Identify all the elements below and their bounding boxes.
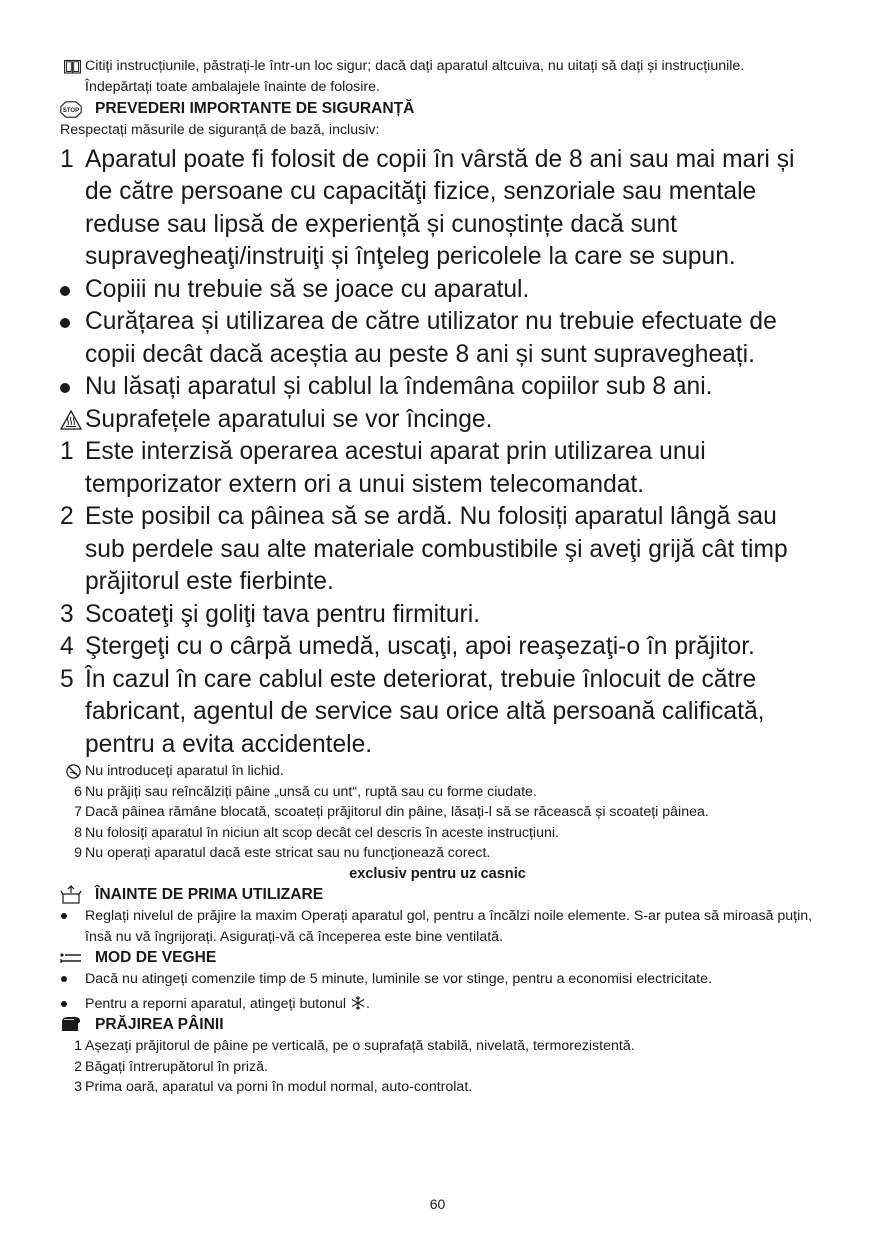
standby-heading: MOD DE VEGHE — [95, 949, 217, 966]
list-item: 3 Prima oară, aparatul va porni în modul normal, auto-controlat. — [60, 1077, 815, 1098]
bullet-icon — [60, 906, 85, 919]
small-item: 6 Nu prăjiți sau reîncălziți pâine „unsă cu unt“, ruptă sau cu forme ciudate. — [60, 782, 815, 803]
restart-text: Pentru a reporni aparatul, atingeți butonul — [85, 995, 347, 1012]
svg-text:STOP: STOP — [62, 108, 80, 114]
read-instructions-row — [60, 56, 815, 97]
large-item: 5 În cazul în care cablul este deteriorat, trebuie înlocuit de către fabricant, agentul de service sau orice altă persoană calificată, pentru a evita accidentele. — [60, 665, 765, 758]
bullet-icon — [60, 371, 85, 393]
item-number: 4 — [60, 633, 74, 660]
safety-heading: PREVEDERI IMPORTANTE DE SIGURANȚĂ — [95, 100, 415, 117]
standby-icon — [60, 947, 95, 964]
read-instructions-text: Citiți instrucțiunile, păstrați-le într-un loc sigur; dacă dați aparatul altcuiva, nu uitați să dați și instrucțiunile. Îndepărtați toate ambalajele înainte de folosire. — [85, 58, 745, 95]
item-number: 1 — [74, 1038, 82, 1054]
small-item: 8 Nu folosiți aparatul în niciun alt scop decât cel descris în aceste instrucțiuni. — [60, 823, 815, 844]
bullet-icon — [60, 306, 85, 328]
before-first-use-heading-row — [60, 884, 815, 906]
manual-page — [60, 56, 815, 1098]
list-item: 1 Așezați prăjitorul de pâine pe verticală, pe o suprafață stabilă, nivelată, termorezistentă. — [60, 1036, 815, 1057]
item-number: 5 — [60, 665, 74, 693]
item-number: 3 — [60, 600, 74, 628]
item-number: 2 — [74, 1058, 82, 1075]
small-safety-list — [60, 761, 815, 864]
large-item: 2 Este posibil ca pâinea să se ardă. Nu folosiți aparatul lângă sau sub perdele sau alte materiale combustibile şi aveţi grijă cât timp prăjitorul este fierbinte. — [60, 503, 788, 595]
household-note: exclusiv pentru uz casnic — [349, 865, 526, 882]
safety-subtext: Respectați măsurile de siguranță de bază, inclusiv: — [60, 122, 380, 138]
standby-heading-row — [60, 947, 815, 969]
book-icon — [60, 56, 85, 74]
item-number: 1 — [60, 145, 74, 173]
toast-icon — [60, 1014, 95, 1032]
hot-surface-icon — [60, 404, 85, 430]
item-number: 9 — [74, 845, 82, 861]
small-item: 7 Dacă pâinea rămâne blocată, scoateți prăjitorul din pâine, lăsați-l să se răcească și scoateți pâinea. — [60, 802, 815, 823]
large-safety-list — [60, 144, 815, 762]
unpack-box-icon — [60, 884, 95, 904]
small-item: 9 Nu operați aparatul dacă este stricat sau nu funcționează corect. — [60, 843, 815, 864]
large-item: 3 Scoateţi şi goliţi tava pentru firmituri. — [60, 599, 815, 632]
large-item: 4 Ştergeţi cu o cârpă umedă, uscaţi, apoi reaşezaţi-o în prăjitor. — [60, 631, 815, 664]
item-number: 6 — [74, 783, 82, 800]
item-number: 8 — [74, 824, 82, 841]
large-item: 1 Aparatul poate fi folosit de copii în vârstă de 8 ani sau mai mari și de către persoane cu capacităţi fizice, senzoriale sau mentale reduse sau lipsă de experiență și cunoștințe dacă sunt supravegheaţi/instruiţi și înţeleg pericolele la care se supun. — [60, 145, 795, 270]
list-item: 2 Băgați întrerupătorul în priză. — [60, 1057, 815, 1078]
list-item: Pentru a reporni aparatul, atingeți butonul . — [60, 994, 815, 1015]
snowflake-defrost-icon — [350, 995, 366, 1011]
small-item: Nu introduceți aparatul în lichid. — [60, 761, 815, 782]
large-item: 1 Este interzisă operarea acestui aparat prin utilizarea unui temporizator extern ori a unui sistem telecomandat. — [60, 438, 706, 498]
list-item: Dacă nu atingeți comenzile timp de 5 minute, luminile se vor stinge, pentru a economisi electricitate. — [60, 969, 815, 990]
toasting-heading-row — [60, 1014, 815, 1036]
stop-icon — [60, 98, 95, 118]
page-number: 60 — [429, 1196, 446, 1212]
toasting-heading: PRĂJIREA PÂINII — [95, 1016, 224, 1033]
no-liquid-icon — [60, 761, 85, 779]
bullet-icon — [60, 969, 85, 982]
bullet-icon — [60, 274, 85, 296]
before-first-use-heading: ÎNAINTE DE PRIMA UTILIZARE — [95, 886, 324, 903]
large-item: Copiii nu trebuie să se joace cu aparatul. — [60, 274, 815, 307]
large-item: Curățarea și utilizarea de către utilizator nu trebuie efectuate de copii decât dacă aceștia au peste 8 ani și sunt supravegheați. — [60, 306, 815, 371]
item-number: 1 — [60, 438, 74, 465]
item-number: 3 — [74, 1079, 82, 1095]
item-number: 7 — [74, 804, 82, 820]
list-item: Reglați nivelul de prăjire la maxim Operați aparatul gol, pentru a încălzi noile elemente. S-ar putea să miroasă puțin, însă nu vă îngrijorați. Asigurați-vă că începerea este bine ventilată. — [60, 906, 815, 947]
large-item: Nu lăsați aparatul și cablul la îndemâna copiilor sub 8 ani. — [60, 371, 815, 404]
item-number: 2 — [60, 503, 74, 530]
large-item: Suprafețele aparatului se vor încinge. — [60, 404, 815, 437]
safety-heading-row — [60, 98, 815, 120]
bullet-icon — [60, 994, 85, 1007]
